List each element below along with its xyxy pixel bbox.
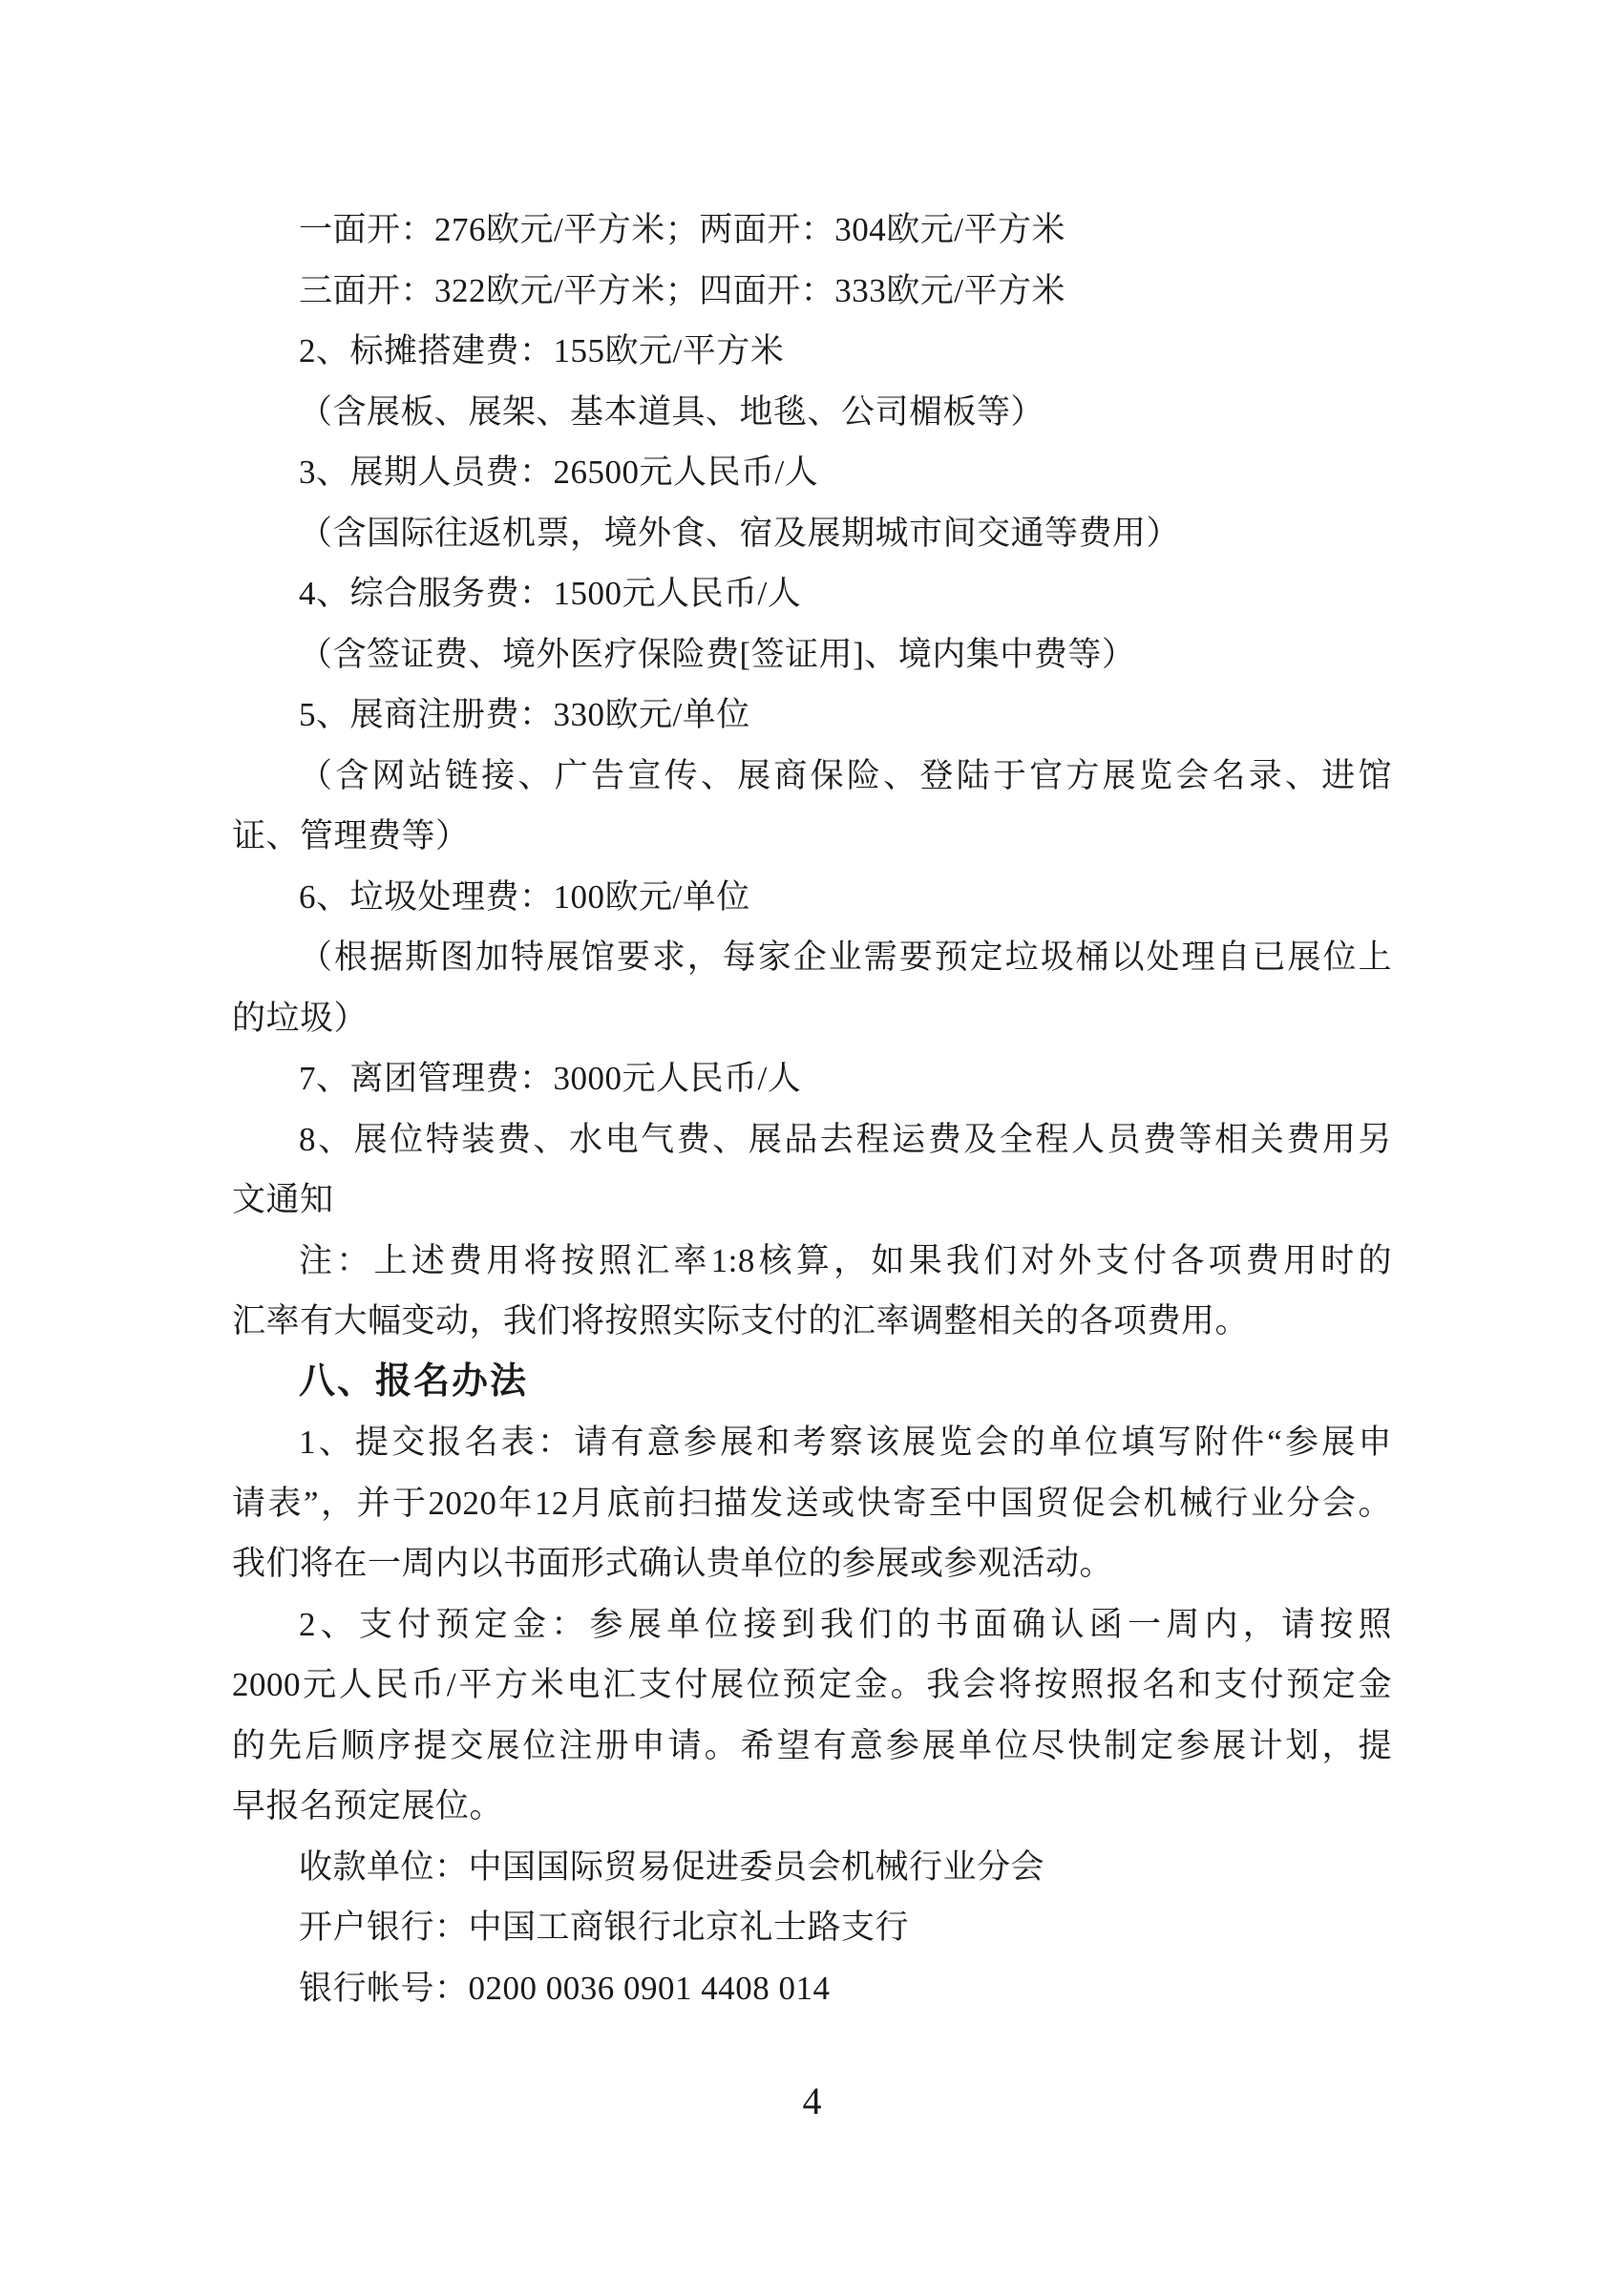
text-line: 2、标摊搭建费：155欧元/平方米: [299, 332, 785, 369]
text-line: （根据斯图加特展馆要求，每家企业需要预定垃圾桶以处理自已展位上: [299, 939, 1392, 976]
text-line: 请表”，并于2020年12月底前扫描发送或快寄至中国贸促会机械行业分会。: [232, 1484, 1392, 1522]
text-line: 三面开：322欧元/平方米；四面开：333欧元/平方米: [299, 271, 1065, 309]
text-line: 一面开：276欧元/平方米；两面开：304欧元/平方米: [299, 211, 1065, 248]
text-line: 1、提交报名表：请有意参展和考察该展览会的单位填写附件“参展申: [299, 1424, 1392, 1461]
text-line: 5、展商注册费：330欧元/单位: [299, 696, 750, 733]
text-line: 3、展期人员费：26500元人民币/人: [299, 453, 819, 491]
text-line: 银行帐号：0200 0036 0901 4408 014: [299, 1969, 831, 2007]
text-line: 收款单位：中国国际贸易促进委员会机械行业分会: [299, 1847, 1045, 1886]
text-line: 开户银行：中国工商银行北京礼士路支行: [299, 1909, 910, 1946]
text-line: 早报名预定展位。: [232, 1787, 504, 1825]
text-line: 汇率有大幅变动，我们将按照实际支付的汇率调整相关的各项费用。: [232, 1302, 1250, 1339]
text-line: 的先后顺序提交展位注册申请。希望有意参展单位尽快制定参展计划，提: [232, 1726, 1392, 1764]
page-number: 4: [802, 2079, 822, 2122]
text-line: （含签证费、境外医疗保险费[签证用]、境内集中费等）: [299, 635, 1136, 673]
text-line: （含展板、展架、基本道具、地毯、公司楣板等）: [299, 392, 1045, 431]
text-line: 证、管理费等）: [232, 817, 470, 854]
text-line: 8、展位特装费、水电气费、展品去程运费及全程人员费等相关费用另: [299, 1120, 1392, 1158]
text-line: 文通知: [232, 1181, 334, 1218]
text-line: 7、离团管理费：3000元人民币/人: [299, 1060, 802, 1097]
section-heading: 八、报名办法: [299, 1360, 529, 1402]
text-line: 2、支付预定金：参展单位接到我们的书面确认函一周内，请按照: [299, 1605, 1392, 1643]
text-line: 6、垃圾处理费：100欧元/单位: [299, 877, 750, 916]
document-body: [232, 200, 1392, 2018]
text-line: 4、综合服务费：1500元人民币/人: [299, 575, 802, 612]
text-line: 我们将在一周内以书面形式确认贵单位的参展或参观活动。: [232, 1545, 1114, 1582]
text-line: 2000元人民币/平方米电汇支付展位预定金。我会将按照报名和支付预定金: [232, 1666, 1392, 1703]
text-line: 注：上述费用将按照汇率1:8核算，如果我们对外支付各项费用时的: [299, 1241, 1392, 1279]
text-line: （含国际往返机票，境外食、宿及展期城市间交通等费用）: [299, 514, 1181, 552]
text-line: 的垃圾）: [232, 999, 369, 1037]
text-line: （含网站链接、广告宣传、展商保险、登陆于官方展览会名录、进馆: [299, 756, 1392, 794]
